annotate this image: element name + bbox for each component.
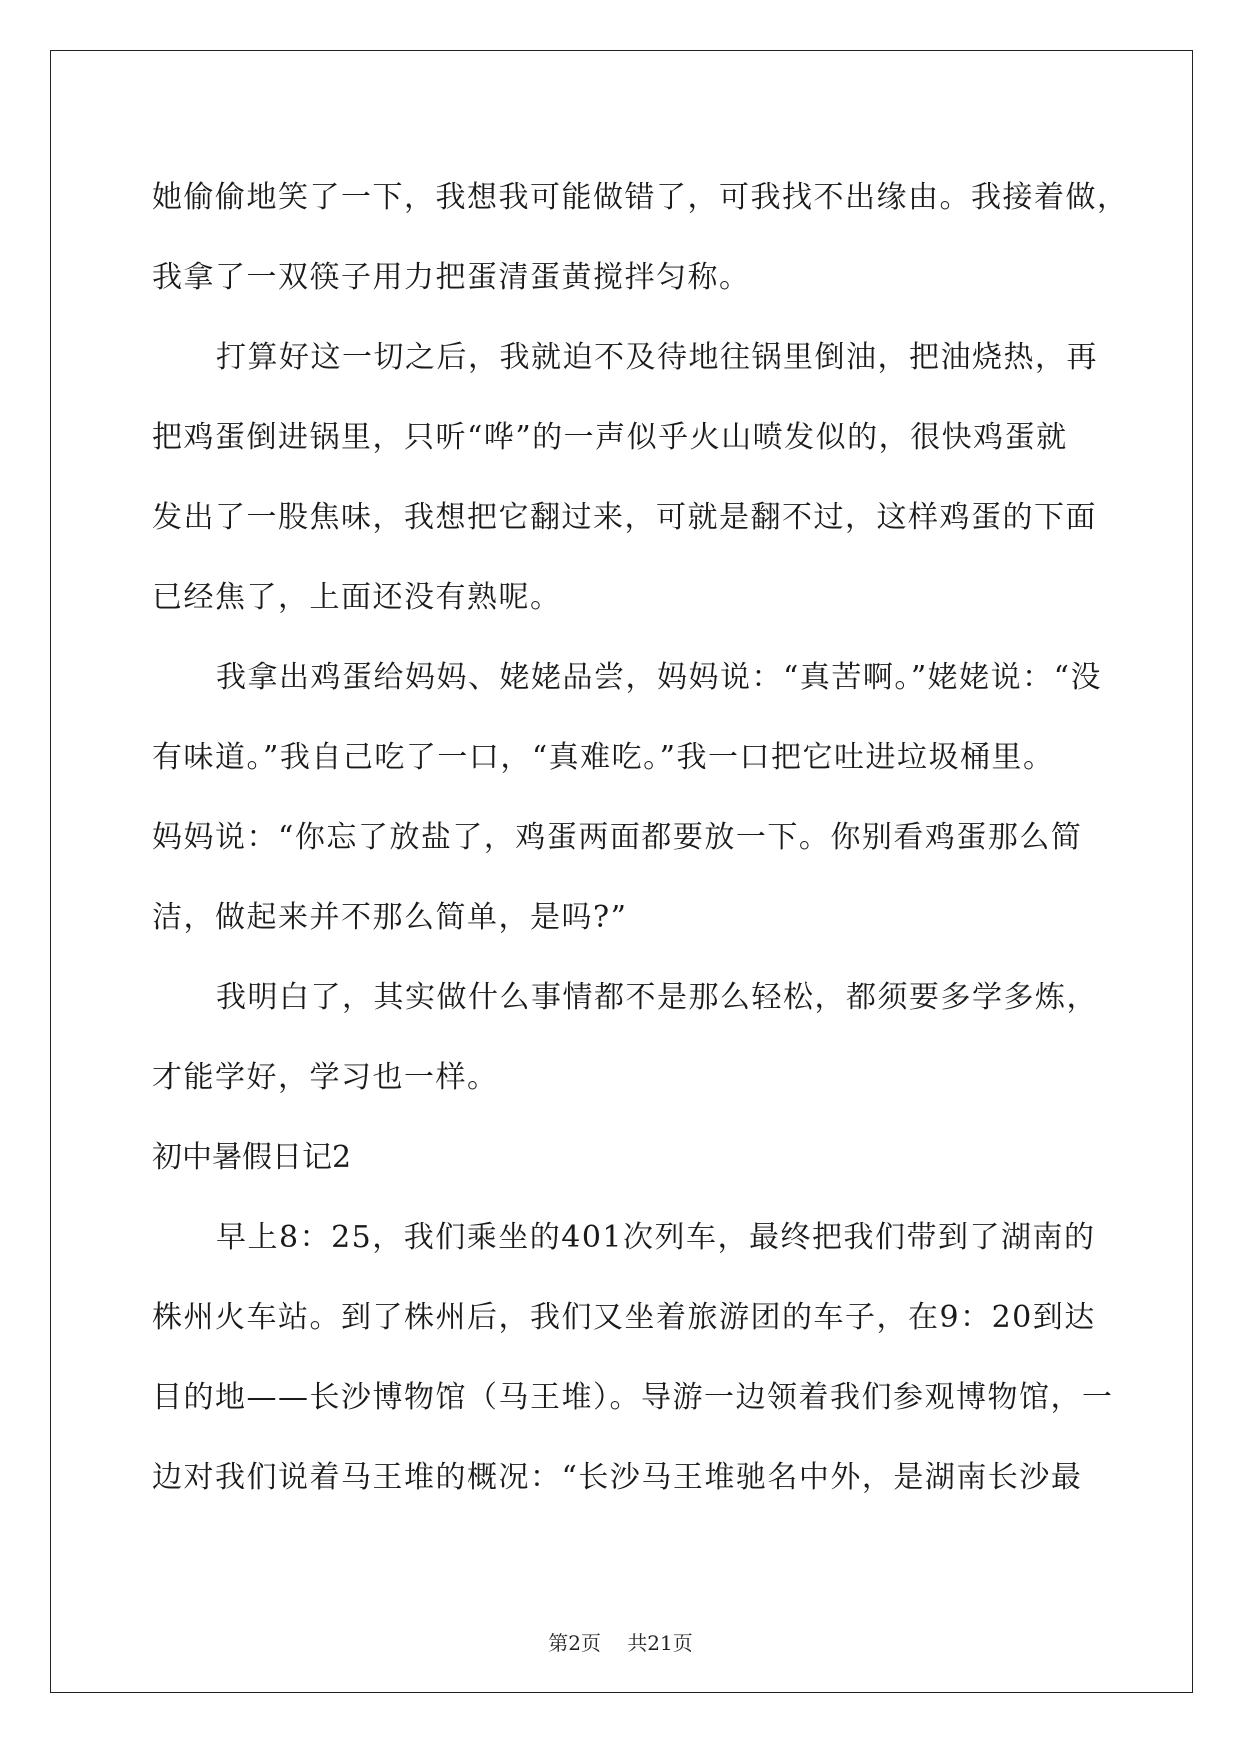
- text-line: 边对我们说着马王堆的概况：“长沙马王堆驰名中外，是湖南长沙最: [152, 1460, 1083, 1495]
- text-line: 已经焦了，上面还没有熟呢。: [152, 580, 562, 615]
- text-line: 她偷偷地笑了一下，我想我可能做错了，可我找不出缘由。我接着做，: [152, 180, 1129, 215]
- text-line: 把鸡蛋倒进锅里，只听“哗”的一声似乎火山喷发似的，很快鸡蛋就: [152, 420, 1068, 455]
- text-line: 有味道。”我自己吃了一口，“真难吃。”我一口把它吐进垃圾桶里。: [152, 740, 1055, 775]
- text-line: 我明白了，其实做什么事情都不是那么轻松，都须要多学多炼，: [216, 980, 1098, 1015]
- text-line: 我拿了一双筷子用力把蛋清蛋黄搅拌匀称。: [152, 260, 751, 295]
- page-number: 第2页: [548, 1631, 601, 1655]
- document-body: [152, 158, 1129, 1518]
- text-line: 发出了一股焦味，我想把它翻过来，可就是翻不过，这样鸡蛋的下面: [152, 500, 1097, 535]
- page-footer: [0, 1627, 1241, 1656]
- section-heading: 初中暑假日记2: [152, 1140, 352, 1175]
- text-line: 洁，做起来并不那么简单，是吗?”: [152, 900, 628, 935]
- text-line: 我拿出鸡蛋给妈妈、姥姥品尝，妈妈说：“真苦啊。”姥姥说：“没: [216, 660, 1103, 695]
- text-line: 才能学好，学习也一样。: [152, 1060, 499, 1095]
- text-line: 目的地——长沙博物馆（马王堆）。导游一边领着我们参观博物馆，一: [152, 1380, 1114, 1415]
- text-line: 妈妈说：“你忘了放盐了，鸡蛋两面都要放一下。你别看鸡蛋那么简: [152, 820, 1083, 855]
- text-line: 早上8：25，我们乘坐的401次列车，最终把我们带到了湖南的: [216, 1220, 1096, 1255]
- text-line: 株州火车站。到了株州后，我们又坐着旅游团的车子，在9：20到达: [152, 1300, 1096, 1335]
- page-total: 共21页: [627, 1631, 693, 1655]
- text-line: 打算好这一切之后，我就迫不及待地往锅里倒油，把油烧热，再: [216, 340, 1098, 375]
